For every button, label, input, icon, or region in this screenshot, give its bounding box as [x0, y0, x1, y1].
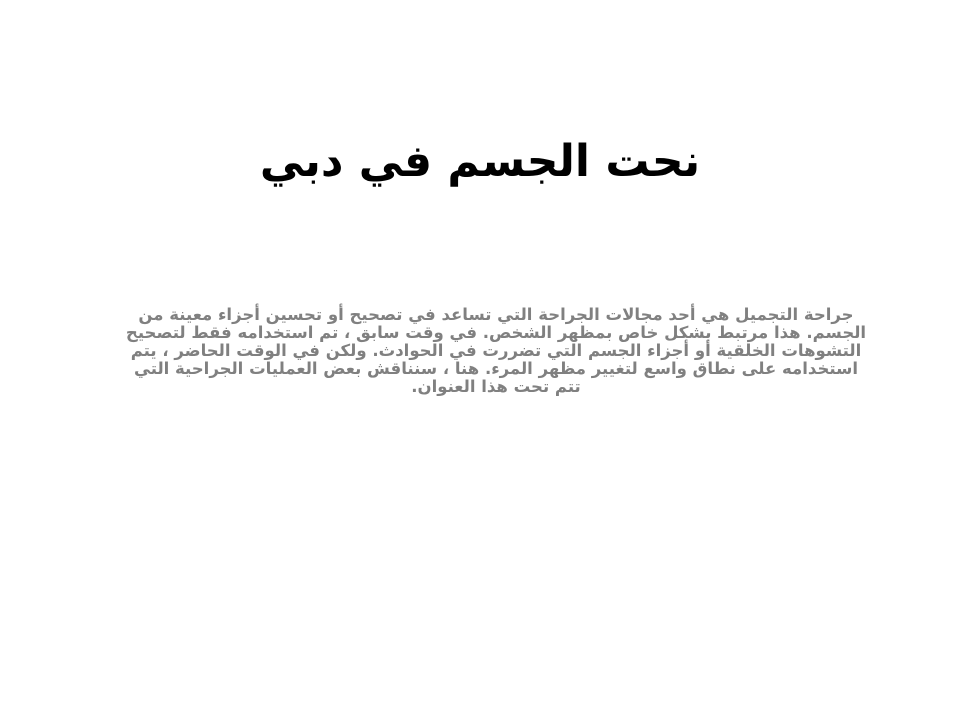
slide-body-text: جراحة التجميل هي أحد مجالات الجراحة التي تساعد في تصحيح أو تحسين أجزاء معينة من الجسم. هذا مرتبط بشكل خاص بمظهر الشخص. في وقت سابق ، تم استخدامه فقط لتصحيح التشوهات الخلقية أو أجزاء الجسم التي تضررت في الحوادث. ولكن في الوقت الحاضر ، يتم استخدامه على نطاق واسع لتغيير مظهر المرء. هنا ، سنناقش بعض العمليات الجراحية التي تتم تحت هذا العنوان.	[125, 305, 867, 396]
slide-title: نحت الجسم في دبي	[259, 136, 701, 187]
